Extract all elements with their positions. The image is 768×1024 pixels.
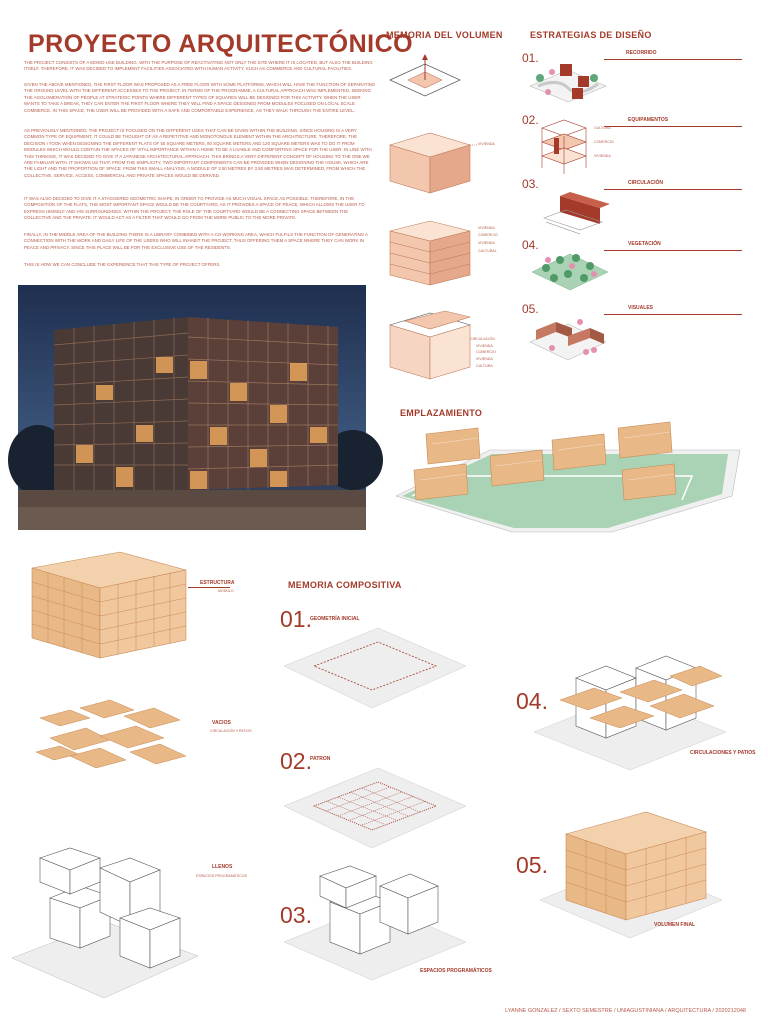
- estrategia-diagram-visuales: [528, 308, 608, 366]
- volume3-label-1: CIRCULACIÓN: [470, 337, 495, 341]
- building-render: [18, 285, 366, 530]
- estrategia-diagram-circulacion: [540, 188, 610, 236]
- estrategia-num-4: 04.: [522, 238, 539, 252]
- exploded-label-llenos: LLENOS: [212, 864, 233, 870]
- volume3-label-5: CULTURA: [476, 364, 493, 368]
- estrategia-rule-1: [604, 59, 742, 60]
- compositiva-diagram-2: [280, 762, 470, 852]
- intro-paragraph-4: IT WAS ALSO DECIDED TO GIVE IT A STAGGERED GEOMETRIC SHAPE, IN ORDER TO PROVIDE AS MUCH VISUAL SPACE AS POSSIBLE. THEREFORE, IN THE COMPOSITION OF THE FLATS, THE MOST IMPORTANT SPACE WOULD BE THE COURTYARD, AS IT PROVIDES A SPACE OF PEACE, WHICH ALLOWS THE USER TO EXPRESS HIMSELF AND HIS SURROUNDINGS. WITHIN THE PROJECT, THE ROLE OF THE COURTYARD WOULD BE A CONNECTING SPACE BETWEEN THE COLLECTIVE AND THE PRIVATE. IT WOULD ACT AS A FILTER THAT WOULD GO FROM THE MORE PUBLIC TO THE MORE PRIVATE.: [24, 196, 365, 221]
- estrategia-num-3: 03.: [522, 177, 539, 191]
- compositiva-num-1: 01.: [280, 606, 312, 632]
- compositiva-label-5: VOLUMEN FINAL: [654, 922, 696, 928]
- compositiva-num-3: 03.: [280, 902, 312, 928]
- compositiva-num-4: 04.: [516, 688, 548, 714]
- intro-paragraph-5: FINALLY, IN THE MIDDLE AREA OF THE BUILDING THERE IS A LIBRARY COMBINED WITH A CO-WORKING AREA, WHICH FULFILS THE FUNCTION OF GENERATING A CONNECTION WITH THE WORK AND DAILY LIFE OF THE USERS WHO WILL INHABIT THE PROJECT, THUS OFFERING THEM A SPACE WHERE THEY CAN WORK IN PEACE AND PRIVACY. SINCE THIS PLACE WILL BE FOR THE EXCLUSIVE USE OF THE RESIDENTS.: [24, 232, 368, 250]
- volume2-label-4: CULTURAL: [478, 249, 497, 253]
- compositiva-diagram-3: [280, 862, 470, 982]
- estrategia-diagram-recorrido: [528, 58, 608, 110]
- exploded-structure: [30, 548, 190, 660]
- site-plan: [392, 420, 740, 535]
- estrategia-num-2: 02.: [522, 113, 539, 127]
- estrategia-rule-4: [604, 250, 742, 251]
- estrategia-label-2: EQUIPAMENTOS: [628, 117, 669, 123]
- footer-credit: LYANNE GONZALEZ / SEXTO SEMESTRE / UNIAGUSTINIANA / ARQUITECTURA / 2020212048: [505, 1008, 746, 1014]
- exploded-label-estructura: ESTRUCTURA: [200, 580, 235, 586]
- estrategia-label-5: VISUALES: [628, 305, 654, 311]
- volume-label-vivienda: VIVIENDA: [478, 142, 495, 146]
- estrategia-rule-2: [604, 126, 742, 127]
- estrategia-num-5: 05.: [522, 302, 539, 316]
- estrategia-label-4: VEGETACIÓN: [628, 241, 661, 247]
- volume3-label-2: VIVIENDA: [476, 344, 493, 348]
- exploded-voids: [30, 688, 190, 780]
- exploded-solids: [10, 838, 200, 1000]
- exploded-rule-estructura: [188, 587, 230, 588]
- estrategia-rule-3: [604, 189, 742, 190]
- equip-sub-comercio: COMERCIO: [594, 140, 614, 144]
- equip-sub-cultura: CULTURA: [594, 126, 611, 130]
- volume3-label-4: VIVIENDA: [476, 357, 493, 361]
- compositiva-num-2: 02.: [280, 748, 312, 774]
- emplazamiento-title: EMPLAZAMIENTO: [400, 408, 483, 418]
- estrategia-num-1: 01.: [522, 51, 539, 65]
- memoria-compositiva-title: MEMORIA COMPOSITIVA: [288, 580, 402, 590]
- volume3-label-3: COMERCIO: [476, 350, 496, 354]
- volume2-label-1: VIVIENDA: [478, 226, 495, 230]
- intro-paragraph-6: THIS IS HOW WE CAN CONCLUDE THE EXPERIENCE THAT THIS TYPE OF PROJECT OFFERS.: [24, 262, 221, 267]
- estrategia-diagram-vegetacion: [530, 240, 610, 298]
- volume2-label-2: COMERCIO: [478, 233, 498, 237]
- page-title: PROYECTO ARQUITECTÓNICO: [28, 30, 414, 58]
- exploded-sub-estructura: MÓDULO: [218, 589, 234, 593]
- compositiva-diagram-5: [536, 804, 726, 940]
- intro-paragraph-2: GIVEN THE ABOVE MENTIONED, THE FIRST FLOOR WAS PROPOSED AS A FREE FLOOR WITH SOME PLATFORMS, WHICH WILL HAVE THE FUNCTION OF SEPARATING THE GROUND LEVEL WITH THE DIFFERENT ACCESSES TO THE PROJECT. IN TERMS OF THE PROGRAMME, A CULTURAL APPROACH WAS IMPLEMENTED, SEEKING THE AGGLOMERATION OF PEOPLE AT STRATEGIC POINTS WHERE DIFFERENT TYPES OF SQUARES WILL BE DESIGNED FOR THIS ACTIVITY. WHEN THE USER WANTS TO TAKE A BREAK, THEY CAN ENTER THE FIRST FLOOR WHERE THEY WILL FIND A SPACE DESIGNED FROM MODULES FOCUSED ON LOCAL SCALE COMMERCE. IN THIS SPACE, THE USER WILL BE PROVIDED WITH A SAFE AND COMFORTABLE EXPERIENCE, AS THEY WALK THROUGH THE ENTIRE LEVEL.: [24, 82, 376, 113]
- compositiva-label-4: CIRCULACIONES Y PATIOS: [690, 750, 756, 756]
- compositiva-num-5: 05.: [516, 852, 548, 878]
- exploded-sub-vacios: CIRCULACIÓN Y PATIOS: [210, 729, 252, 733]
- equip-sub-vivienda: VIVIENDA: [594, 154, 611, 158]
- estrategia-label-1: RECORRIDO: [626, 50, 657, 56]
- compositiva-label-3: ESPACIOS PROGRAMÁTICOS: [420, 968, 492, 974]
- volume2-label-3: VIVIENDA: [478, 241, 495, 245]
- exploded-sub-llenos: ESPACIOS PROGRAMÁTICOS: [196, 874, 248, 878]
- intro-paragraph-1: THE PROJECT CONSISTS OF A MIXED-USE BUILDING, WITH THE PURPOSE OF REACTIVATING NOT ONLY THE SITE WHERE IT IS LOCATED, BUT ALSO THE BUILDING ITSELF. THEREFORE, IT WAS DECIDED TO IMPLEMENT FACILITIES ASSOCIATED WITH HUMAN ACTIVITY, SUCH AS COMMERCE AND CULTURAL FACILITIES.: [24, 60, 373, 72]
- estrategia-label-3: CIRCULACIÓN: [628, 180, 663, 186]
- compositiva-label-1: GEOMETRÍA INICIAL: [310, 616, 360, 622]
- memoria-volumen-title: MEMORIA DEL VOLUMEN: [386, 30, 503, 40]
- intro-paragraph-3: AS PREVIOUSLY MENTIONED, THE PROJECT IS FOCUSED ON THE DIFFERENT USES THAT CAN BE GIVEN WITHIN THE BUILDING. SINCE HOUSING IS A VERY COMMON TYPE OF EQUIPMENT, IT COULD BE THOUGHT OF AS A REPETITIVE AND MONOTONOUS ELEMENT WITHIN THE ARCHITECTURE. THEREFORE, THE DECISION I TOOK WHEN DESIGNING THE DIFFERENT FLATS OF 50 SQUARE METERS, 80 SQUARE METERS AND 120 SQUARE METERS WAS TO DO IT FROM MODULES WHICH WOULD CONTAIN THE SPACES OF VITAL IMPORTANCE WITHIN A HOME TO BE A LIVABLE AND COMFORTING SPACE FOR THE USER. IN LINE WITH THIS THINKING, IT WAS DECIDED TO GIVE IT A JAPANESE ARCHITECTURAL APPROACH. THIS BRINGS A VERY DIFFERENT CONCEPT OF HOUSING TO THE ONE WE ARE FAMILIAR WITH. IT SHOWS US THAT, FROM THE SIMPLICITY, TWO IMPORTANT COMPONENTS CAN BE PROVIDED WHEN DESIGNING THE HOUSE, WHICH ARE THE LIGHT AND THE PROPORTION OF SPACE. FROM THIS SMALL ANALYSIS, A MODULE OF 3.50 METRES BY 3.50 METRES WAS DETERMINED, FROM WHICH THE COLLECTIVE, SERVICE, ACCESS, COMMERCIAL AND PRIVATE SPACES WOULD BE DERIVED.: [24, 128, 372, 178]
- volume-step-1: [380, 50, 480, 110]
- estrategia-diagram-equipamentos: [536, 118, 596, 176]
- estrategias-title: ESTRATEGIAS DE DISEÑO: [530, 30, 652, 40]
- compositiva-label-2: PATRON: [310, 756, 331, 762]
- estrategia-rule-5: [604, 314, 742, 315]
- volume-step-2: [385, 125, 495, 200]
- compositiva-diagram-1: [280, 622, 470, 712]
- exploded-label-vacios: VACIOS: [212, 720, 231, 726]
